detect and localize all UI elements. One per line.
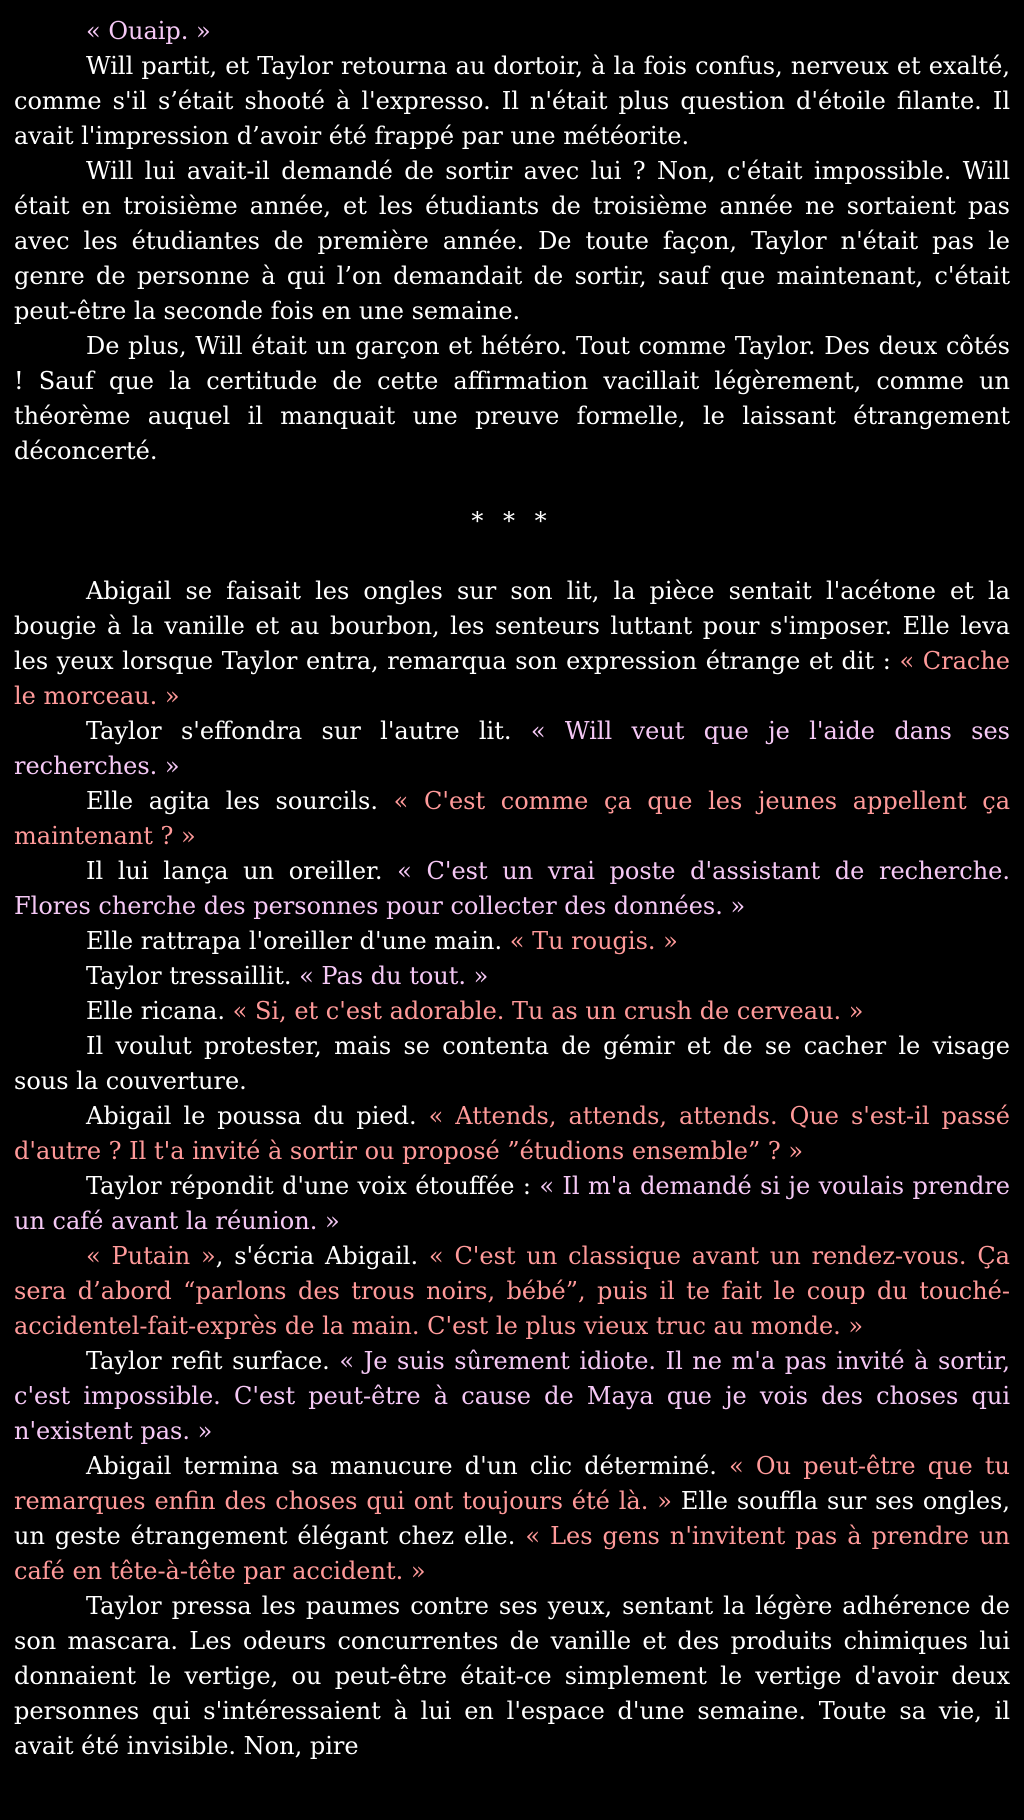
- paragraph: [14, 574, 1010, 714]
- narration: Abigail se faisait les ongles sur son lit, la pièce sentait l'acétone et la bougie à la vanille et au bourbon, les senteurs luttant pour s'imposer. Elle leva les yeux lorsque Taylor entra, remarqua son expression étrange et dit :: [14, 577, 1010, 675]
- narration: Taylor s'effondra sur l'autre lit.: [86, 717, 531, 745]
- narration: Will lui avait-il demandé de sortir avec lui ? Non, c'était impossible. Will était en troisième année, et les étudiants de troisième année ne sortaient pas avec les étudiantes de première année. De toute façon, Taylor n'était pas le genre de personne à qui l’on demandait de sortir, sauf que maintenant, c'était peut-être la seconde fois en une semaine.: [14, 157, 1010, 325]
- narration: Elle souffla sur ses ongles, un geste étrangement élégant chez elle.: [14, 1487, 1010, 1550]
- narration: Abigail termina sa manucure d'un clic déterminé.: [86, 1452, 730, 1480]
- abigail-speech: « Crache le morceau. »: [14, 647, 1010, 710]
- paragraph: [14, 994, 1010, 1029]
- narration: , s'écria Abigail.: [215, 1242, 429, 1270]
- narration: Will partit, et Taylor retourna au dortoir, à la fois confus, nerveux et exalté, comme s'il s’était shooté à l'expresso. Il n'était plus question d'étoile filante. Il avait l'impression d’avoir été frappé par une météorite.: [14, 52, 1010, 150]
- narration: Elle rattrapa l'oreiller d'une main.: [86, 927, 510, 955]
- paragraph: [14, 924, 1010, 959]
- scene-separator: * * *: [471, 507, 553, 535]
- paragraph: [14, 1169, 1010, 1239]
- paragraph: [14, 154, 1010, 329]
- paragraph: [14, 1029, 1010, 1099]
- taylor-speech: « C'est un vrai poste d'assistant de recherche. Flores cherche des personnes pour collecter des données. »: [14, 857, 1010, 920]
- abigail-speech: « Tu rougis. »: [509, 927, 678, 955]
- narration: Elle ricana.: [86, 997, 233, 1025]
- narration: Taylor refit surface.: [86, 1347, 340, 1375]
- paragraph: [14, 854, 1010, 924]
- narration: Taylor tressaillit.: [86, 962, 300, 990]
- paragraph: [14, 1344, 1010, 1449]
- abigail-speech: « C'est un classique avant un rendez-vous. Ça sera d’abord “parlons des trous noirs, bébé”, puis il te fait le coup du touché-accidentel-fait-exprès de la main. C'est le plus vieux truc au monde. »: [14, 1242, 1010, 1340]
- paragraph: [14, 49, 1010, 154]
- abigail-speech: « Putain »: [86, 1242, 216, 1270]
- paragraph: [14, 329, 1010, 469]
- abigail-speech: « Ou peut-être que tu remarques enfin des choses qui ont toujours été là. »: [14, 1452, 1010, 1515]
- narration: Il lui lança un oreiller.: [86, 857, 398, 885]
- narration: Elle agita les sourcils.: [86, 787, 394, 815]
- paragraph: [14, 1099, 1010, 1169]
- taylor-speech: « Ouaip. »: [86, 17, 211, 45]
- paragraph: [14, 959, 1010, 994]
- abigail-speech: « Si, et c'est adorable. Tu as un crush de cerveau. »: [232, 997, 864, 1025]
- document-page: [14, 14, 1010, 1764]
- paragraph: [14, 714, 1010, 784]
- taylor-speech: « Will veut que je l'aide dans ses recherches. »: [14, 717, 1011, 780]
- narration: Taylor pressa les paumes contre ses yeux, sentant la légère adhérence de son mascara. Les odeurs concurrentes de vanille et des produits chimiques lui donnaient le vertige, ou peut-être était-ce simplement le vertige d'avoir deux personnes qui s'intéressaient à lui en l'espace d'une semaine. Toute sa vie, il avait été invisible. Non, pire: [14, 1592, 1010, 1760]
- paragraph: [14, 784, 1010, 854]
- narration: Abigail le poussa du pied.: [86, 1102, 429, 1130]
- paragraph: [14, 1449, 1010, 1589]
- abigail-speech: « Attends, attends, attends. Que s'est-il passé d'autre ? Il t'a invité à sortir ou proposé ”étudions ensemble” ? »: [14, 1102, 1011, 1165]
- paragraph: [14, 1589, 1010, 1764]
- narration: Il voulut protester, mais se contenta de gémir et de se cacher le visage sous la couverture.: [14, 1032, 1010, 1095]
- taylor-speech: « Il m'a demandé si je voulais prendre un café avant la réunion. »: [14, 1172, 1010, 1235]
- paragraph: [14, 1239, 1010, 1344]
- narration: De plus, Will était un garçon et hétéro. Tout comme Taylor. Des deux côtés ! Sauf que la certitude de cette affirmation vacillait légèrement, comme un théorème auquel il manquait une preuve formelle, le laissant étrangement déconcerté.: [14, 332, 1010, 465]
- taylor-speech: « Pas du tout. »: [299, 962, 489, 990]
- abigail-speech: « C'est comme ça que les jeunes appellent ça maintenant ? »: [14, 787, 1010, 850]
- paragraph: [14, 14, 1010, 49]
- abigail-speech: « Les gens n'invitent pas à prendre un café en tête-à-tête par accident. »: [14, 1522, 1010, 1585]
- taylor-speech: « Je suis sûrement idiote. Il ne m'a pas invité à sortir, c'est impossible. C'est peut-être à cause de Maya que je vois des choses qui n'existent pas. »: [14, 1347, 1010, 1445]
- narration: Taylor répondit d'une voix étouffée :: [86, 1172, 540, 1200]
